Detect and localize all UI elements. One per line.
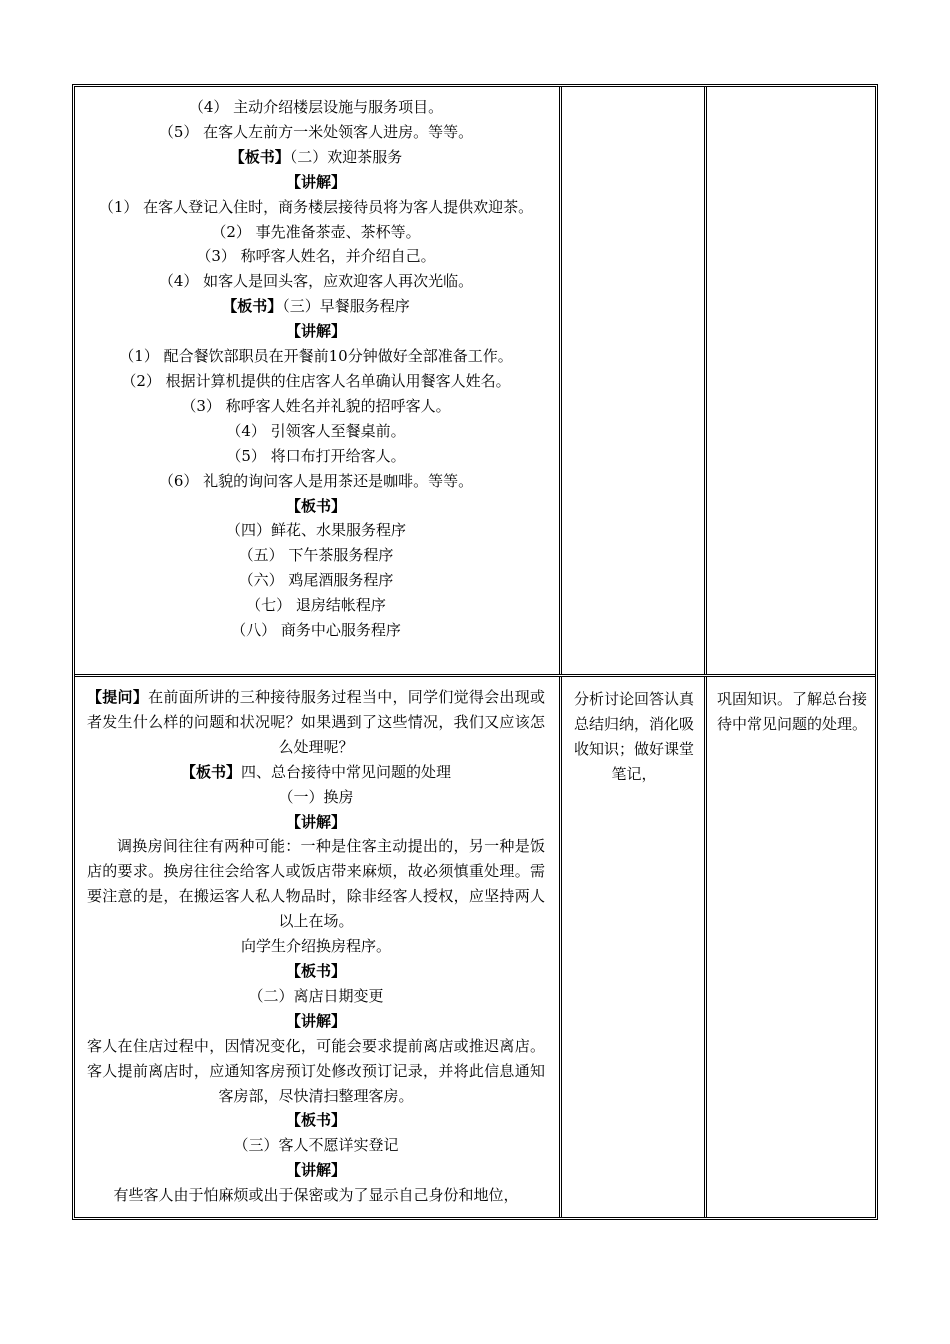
line-text: （五） 下午茶服务程序 — [238, 546, 394, 565]
line-text: 向学生介绍换房程序。 — [240, 937, 391, 956]
section-marker: 【讲解】 — [285, 322, 346, 341]
text-line — [87, 1034, 545, 1109]
text-line — [87, 1158, 545, 1183]
text-line — [87, 618, 545, 643]
student-activity-cell — [559, 677, 704, 1217]
line-text: （六） 鸡尾酒服务程序 — [238, 571, 394, 590]
content-cell — [75, 87, 559, 674]
text-line — [87, 543, 545, 568]
line-text: （3） 称呼客人姓名，并介绍自己。 — [196, 247, 436, 266]
text-line — [87, 934, 545, 959]
table-row — [75, 677, 875, 1217]
line-text: 有些客人由于怕麻烦或出于保密或为了显示自己身份和地位， — [113, 1186, 519, 1205]
text-line — [87, 760, 545, 785]
objective-text: 巩固知识。了解总台接待中常见问题的处理。 — [717, 690, 868, 733]
line-text: （6） 礼貌的询问客人是用茶还是咖啡。等等。 — [158, 471, 474, 490]
line-text: （5） 在客人左前方一米处领客人进房。等等。 — [158, 122, 474, 141]
text-line — [87, 518, 545, 543]
line-text: 在前面所讲的三种接待服务过程当中，同学们觉得会出现或者发生什么样的问题和状况呢？如果遇到了这些情况，我们又应该怎么处理呢？ — [87, 688, 545, 756]
text-line — [87, 959, 545, 984]
section-marker: 【板书】 — [229, 147, 290, 166]
line-text: （5） 将口布打开给客人。 — [226, 446, 406, 465]
section-marker: 【板书】 — [180, 762, 241, 781]
text-line — [87, 344, 545, 369]
section-marker: 【板书】 — [222, 297, 283, 316]
text-line — [87, 834, 545, 934]
student-activity-text: 分析讨论回答认真总结归纳，消化吸收知识；做好课堂笔记， — [573, 690, 694, 783]
line-text: （三）客人不愿详实登记 — [233, 1136, 399, 1155]
text-line — [87, 568, 545, 593]
line-text: 调换房间往往有两种可能：一种是住客主动提出的，另一种是饭店的要求。换房往往会给客人或饭店带来麻烦，故必须慎重处理。需要注意的是，在搬运客人私人物品时，除非经客人授权，应坚持两人以上在场。 — [87, 837, 545, 931]
text-line — [87, 269, 545, 294]
text-line — [87, 1183, 545, 1208]
line-text: （三）早餐服务程序 — [282, 297, 410, 316]
section-marker: 【讲解】 — [285, 1161, 346, 1180]
text-line — [87, 120, 545, 145]
text-line — [87, 593, 545, 618]
text-line — [87, 394, 545, 419]
content-lines — [75, 87, 559, 643]
line-text: （3） 称呼客人姓名并礼貌的招呼客人。 — [181, 396, 451, 415]
line-text: （4） 主动介绍楼层设施与服务项目。 — [188, 98, 444, 116]
text-line — [87, 170, 545, 195]
line-text: （2） 根据计算机提供的住店客人名单确认用餐客人姓名。 — [121, 371, 511, 390]
objective-cell — [704, 87, 875, 674]
text-line — [87, 294, 545, 319]
objective-cell — [704, 677, 875, 1217]
line-text: （四）鲜花、水果服务程序 — [225, 521, 406, 540]
text-line — [87, 95, 545, 120]
lesson-table — [72, 84, 878, 1220]
text-line — [87, 145, 545, 170]
text-line — [87, 419, 545, 444]
text-line — [87, 195, 545, 220]
text-line — [87, 1133, 545, 1158]
section-marker: 【提问】 — [87, 688, 149, 706]
line-text: （二）离店日期变更 — [248, 986, 384, 1005]
text-line — [87, 469, 545, 494]
section-marker: 【板书】 — [285, 1111, 346, 1130]
section-marker: 【讲解】 — [285, 812, 346, 831]
section-marker: 【板书】 — [285, 961, 346, 980]
line-text: （二）欢迎茶服务 — [289, 147, 403, 166]
line-text: 四、总台接待中常见问题的处理 — [241, 762, 452, 781]
student-activity-cell — [559, 87, 704, 674]
section-marker: 【讲解】 — [285, 1011, 346, 1030]
line-text: （七） 退房结帐程序 — [246, 596, 386, 615]
section-marker: 【板书】 — [285, 496, 346, 515]
line-text: （1） 在客人登记入住时，商务楼层接待员将为客人提供欢迎茶。 — [98, 197, 534, 216]
line-text: 客人在住店过程中，因情况变化，可能会要求提前离店或推迟离店。客人提前离店时，应通知客房预订处修改预订记录，并将此信息通知客房部，尽快清扫整理客房。 — [87, 1036, 545, 1105]
content-lines — [75, 677, 559, 1208]
section-marker: 【讲解】 — [285, 172, 346, 191]
content-cell — [75, 677, 559, 1217]
text-line — [87, 369, 545, 394]
text-line — [87, 1009, 545, 1034]
text-line — [87, 1108, 545, 1133]
line-text: （一）换房 — [278, 787, 354, 806]
text-line — [87, 444, 545, 469]
line-text: （八） 商务中心服务程序 — [231, 621, 401, 640]
line-text: （2） 事先准备茶壶、茶杯等。 — [211, 222, 421, 241]
line-text: （4） 如客人是回头客，应欢迎客人再次光临。 — [158, 272, 474, 291]
text-line — [87, 685, 545, 760]
line-text: （4） 引领客人至餐桌前。 — [226, 421, 406, 440]
text-line — [87, 244, 545, 269]
line-text: （1） 配合餐饮部职员在开餐前10分钟做好全部准备工作。 — [119, 347, 513, 366]
text-line — [87, 785, 545, 810]
text-line — [87, 810, 545, 835]
text-line — [87, 319, 545, 344]
text-line — [87, 984, 545, 1009]
text-line — [87, 220, 545, 245]
table-row — [75, 87, 875, 677]
text-line — [87, 494, 545, 519]
